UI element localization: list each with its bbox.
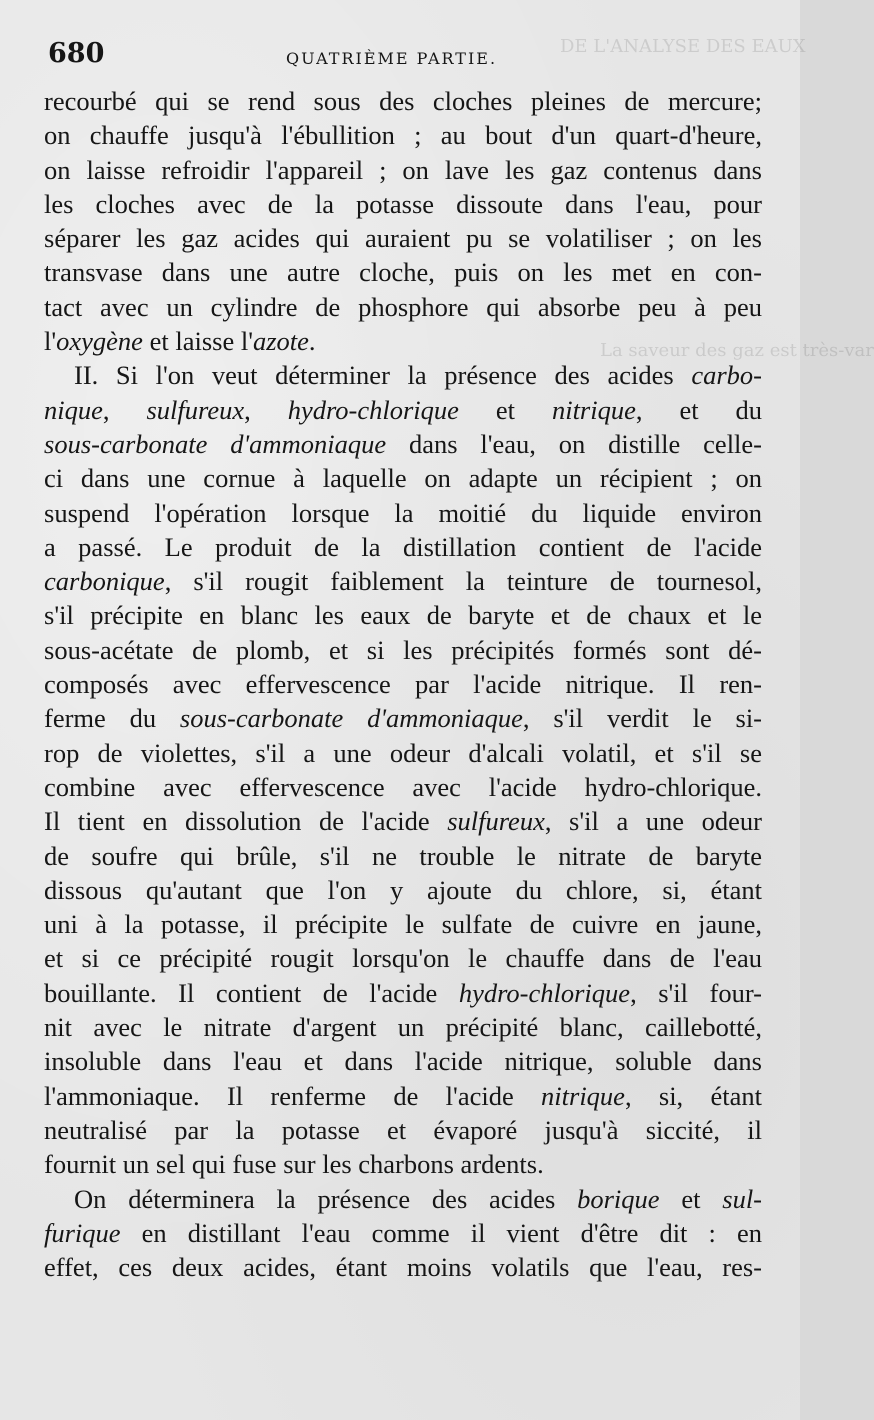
text-segment: uni à la potasse, il précipite le sulfate de cuivre en jaune, xyxy=(44,909,762,940)
text-line xyxy=(44,427,762,461)
text-segment: de soufre qui brûle, s'il ne trouble le nitrate de baryte xyxy=(44,840,762,871)
text-segment: a passé. Le produit de la distillation contient de l'acide xyxy=(44,531,762,562)
show-through-text: La saveur des gaz est très-var xyxy=(600,340,874,361)
text-segment: On déterminera la présence des acides xyxy=(74,1183,578,1214)
italic-term: sul- xyxy=(722,1183,762,1214)
text-segment: II. Si l'on veut déterminer la présence des acides xyxy=(74,360,692,391)
text-segment: combine avec effervescence avec l'acide hydro-chlorique. xyxy=(44,771,762,802)
text-line xyxy=(44,1182,762,1216)
text-segment: s'il précipite en blanc les eaux de baryte et de chaux et le xyxy=(44,600,762,631)
text-segment: , xyxy=(102,394,147,425)
text-line xyxy=(44,187,762,221)
text-line xyxy=(44,941,762,975)
italic-term: hydro-chlorique xyxy=(287,394,459,425)
text-segment: Il tient en dissolution de l'acide xyxy=(44,806,448,837)
italic-term: carbo- xyxy=(691,360,762,391)
text-line xyxy=(44,530,762,564)
text-segment: insoluble dans l'eau et dans l'acide nitrique, soluble dans xyxy=(44,1046,762,1077)
text-line xyxy=(44,1216,762,1250)
text-segment: , xyxy=(244,394,288,425)
text-segment: , si, étant xyxy=(624,1080,762,1111)
text-segment: effet, ces deux acides, étant moins volatils que l'eau, res- xyxy=(44,1252,762,1283)
text-segment: en distillant l'eau comme il vient d'être dit : en xyxy=(120,1217,762,1248)
text-line xyxy=(44,633,762,667)
text-segment: fournit un sel qui fuse sur les charbons ardents. xyxy=(44,1149,544,1180)
text-line xyxy=(44,598,762,632)
italic-term: sous-carbonate d'ammoniaque xyxy=(179,703,523,734)
text-line xyxy=(44,667,762,701)
text-segment: transvase dans une autre cloche, puis on les met en con- xyxy=(44,257,762,288)
body-text xyxy=(44,84,762,1284)
text-line xyxy=(44,736,762,770)
text-line xyxy=(44,255,762,289)
running-head: QUATRIÈME PARTIE. xyxy=(286,49,498,68)
text-segment: suspend l'opération lorsque la moitié du liquide environ xyxy=(44,497,762,528)
text-line xyxy=(44,907,762,941)
text-segment: dissous qu'autant que l'on y ajoute du chlore, si, étant xyxy=(44,874,762,905)
text-line xyxy=(44,873,762,907)
italic-term: nitrique xyxy=(551,394,636,425)
text-segment: on chauffe jusqu'à l'ébullition ; au bout d'un quart-d'heure, xyxy=(44,120,762,151)
text-segment: nit avec le nitrate d'argent un précipité blanc, caillebotté, xyxy=(44,1012,762,1043)
text-line xyxy=(44,290,762,324)
text-line xyxy=(44,358,762,392)
italic-term: borique xyxy=(577,1183,660,1214)
text-line xyxy=(44,393,762,427)
text-line xyxy=(44,701,762,735)
text-segment: les cloches avec de la potasse dissoute dans l'eau, pour xyxy=(44,188,762,219)
text-segment: ci dans une cornue à laquelle on adapte un récipient ; on xyxy=(44,463,762,494)
text-segment: et laisse l' xyxy=(142,326,253,357)
italic-term: sous-carbonate d'ammoniaque xyxy=(44,428,387,459)
text-segment: séparer les gaz acides qui auraient pu se volatiliser ; on les xyxy=(44,223,762,254)
italic-term: carbonique xyxy=(44,566,165,597)
text-segment: neutralisé par la potasse et évaporé jusqu'à siccité, il xyxy=(44,1114,762,1145)
italic-term: hydro-chlorique xyxy=(458,977,631,1008)
text-line xyxy=(44,564,762,598)
text-segment: composés avec effervescence par l'acide nitrique. Il ren- xyxy=(44,669,762,700)
text-line xyxy=(44,84,762,118)
text-segment: l' xyxy=(44,326,57,357)
text-segment: , s'il a une odeur xyxy=(544,806,762,837)
text-segment: rop de violettes, s'il a une odeur d'alcali volatil, et s'il se xyxy=(44,737,762,768)
text-segment: , s'il four- xyxy=(630,977,762,1008)
italic-term: furique xyxy=(44,1217,121,1248)
text-segment: sous-acétate de plomb, et si les précipités formés sont dé- xyxy=(44,634,762,665)
text-line xyxy=(44,1147,762,1181)
text-line xyxy=(44,153,762,187)
text-line xyxy=(44,118,762,152)
text-segment: bouillante. Il contient de l'acide xyxy=(44,977,459,1008)
text-segment: , et du xyxy=(635,394,763,425)
text-line xyxy=(44,804,762,838)
text-line xyxy=(44,461,762,495)
text-segment: , s'il rougit faiblement la teinture de tournesol, xyxy=(164,566,762,597)
italic-term: sulfureux xyxy=(146,394,245,425)
text-segment: ferme du xyxy=(44,703,180,734)
text-line xyxy=(44,1113,762,1147)
text-line xyxy=(44,1079,762,1113)
text-segment: et si ce précipité rougit lorsqu'on le chauffe dans de l'eau xyxy=(44,943,762,974)
text-segment: l'ammoniaque. Il renferme de l'acide xyxy=(44,1080,542,1111)
italic-term: nique xyxy=(44,394,103,425)
text-line xyxy=(44,324,762,358)
text-line xyxy=(44,496,762,530)
text-line xyxy=(44,1010,762,1044)
text-line xyxy=(44,770,762,804)
text-segment: recourbé qui se rend sous des cloches pleines de mercure; xyxy=(44,86,762,116)
italic-term: nitrique xyxy=(541,1080,625,1111)
text-segment: et xyxy=(659,1183,723,1214)
text-segment: . xyxy=(308,326,316,357)
italic-term: sulfureux xyxy=(447,806,545,837)
text-line xyxy=(44,221,762,255)
text-line xyxy=(44,976,762,1010)
text-line xyxy=(44,1044,762,1078)
text-segment: et xyxy=(458,394,552,425)
text-segment: , s'il verdit le si- xyxy=(522,703,763,734)
show-through-text: DE L'ANALYSE DES EAUX xyxy=(560,36,806,57)
text-segment: tact avec un cylindre de phosphore qui absorbe peu à peu xyxy=(44,291,762,322)
page-header xyxy=(48,38,764,78)
page-number: 680 xyxy=(48,38,105,69)
text-line xyxy=(44,839,762,873)
text-segment: on laisse refroidir l'appareil ; on lave les gaz contenus dans xyxy=(44,154,762,185)
italic-term: oxygène xyxy=(56,326,143,357)
italic-term: azote xyxy=(252,326,309,357)
text-line xyxy=(44,1250,762,1284)
text-segment: dans l'eau, on distille celle- xyxy=(386,428,763,459)
